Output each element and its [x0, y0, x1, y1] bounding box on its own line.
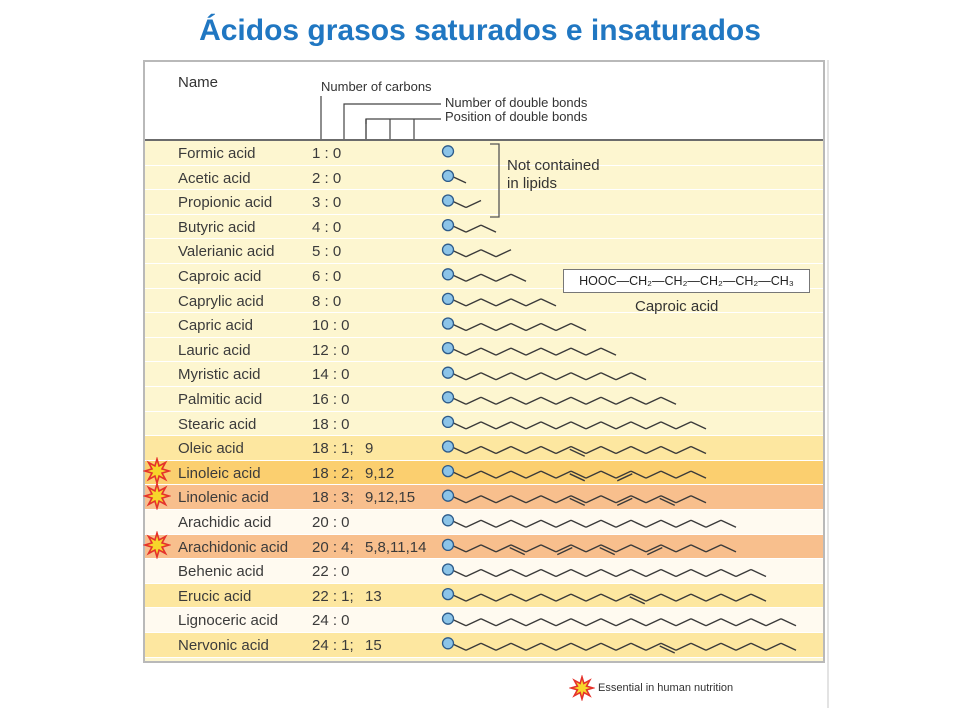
- carbon-ratio: 24 : 1;: [312, 637, 354, 654]
- name-column-label: Name: [178, 74, 219, 91]
- carbon-ratio: 20 : 4;: [312, 538, 354, 556]
- carbon-ratio: 10 : 0: [312, 317, 350, 335]
- double-bond-positions: 13: [365, 587, 382, 605]
- caproic-formula-label: Caproic acid: [635, 298, 719, 315]
- double-bond-positions: 9,12: [365, 464, 395, 482]
- acid-name: Arachidic acid: [178, 514, 272, 531]
- double-bond-positions: 9: [365, 440, 374, 458]
- carbon-ratio: 3 : 0: [312, 194, 342, 212]
- acid-name: Palmitic acid: [178, 391, 263, 408]
- fatty-acid-table: [143, 60, 825, 663]
- acid-name: Arachidonic acid: [178, 538, 289, 556]
- acid-name: Valerianic acid: [178, 243, 275, 261]
- legend-essential-label: Essential in human nutrition: [598, 682, 734, 694]
- double-bond-positions: 9,12,15: [365, 489, 416, 507]
- carbon-ratio: 4 : 0: [312, 218, 342, 236]
- carbon-ratio: 22 : 0: [312, 563, 350, 581]
- not-contained-line2: in lipids: [507, 175, 558, 192]
- carbon-ratio: 18 : 3;: [312, 489, 354, 507]
- acid-name: Caprylic acid: [178, 292, 264, 310]
- caproic-formula-box: HOOC—CH₂—CH₂—CH₂—CH₂—CH₃: [563, 269, 810, 293]
- acid-name: Lignoceric acid: [178, 612, 279, 630]
- acid-name: Caproic acid: [178, 268, 262, 285]
- acid-name: Erucic acid: [178, 587, 252, 605]
- double-bond-positions: 5,8,11,14: [365, 538, 427, 556]
- acid-name: Linolenic acid: [178, 489, 269, 507]
- carbon-ratio: 1 : 0: [312, 145, 342, 162]
- carbons-label: Number of carbons: [321, 79, 432, 94]
- carbon-ratio: 14 : 0: [312, 366, 350, 384]
- carbon-ratio: 24 : 0: [312, 612, 350, 630]
- carbon-ratio: 20 : 0: [312, 514, 350, 531]
- carbon-ratio: 6 : 0: [312, 268, 342, 285]
- essential-star-icon: [569, 675, 595, 701]
- acid-name: Lauric acid: [178, 341, 251, 359]
- essential-star-icon: [143, 482, 171, 510]
- carbon-ratio: 12 : 0: [312, 341, 350, 359]
- carbon-ratio: 18 : 1;: [312, 440, 354, 458]
- acid-name: Oleic acid: [178, 440, 244, 458]
- position-label: Position of double bonds: [445, 109, 588, 124]
- carbon-ratio: 5 : 0: [312, 243, 342, 261]
- acid-name: Propionic acid: [178, 194, 273, 212]
- not-contained-line1: Not contained: [507, 157, 600, 174]
- acid-name: Behenic acid: [178, 563, 264, 581]
- acid-name: Stearic acid: [178, 415, 257, 433]
- double-bond-positions: 15: [365, 637, 382, 654]
- carbon-ratio: 22 : 1;: [312, 587, 354, 605]
- acid-name: Formic acid: [178, 145, 256, 162]
- carbon-ratio: 18 : 0: [312, 415, 350, 433]
- acid-name: Myristic acid: [178, 366, 261, 384]
- double-bonds-label: Number of double bonds: [445, 95, 588, 110]
- carbon-ratio: 18 : 2;: [312, 464, 354, 482]
- carbon-ratio: 8 : 0: [312, 292, 342, 310]
- acid-name: Nervonic acid: [178, 637, 269, 654]
- acid-name: Capric acid: [178, 317, 254, 335]
- acid-name: Acetic acid: [178, 169, 251, 187]
- page-title: Ácidos grasos saturados e insaturados: [199, 14, 761, 47]
- acid-name: Butyric acid: [178, 218, 256, 236]
- carbon-ratio: 2 : 0: [312, 169, 342, 187]
- essential-star-icon: [143, 531, 171, 559]
- right-border-line: [827, 60, 829, 708]
- not-contained-bracket: [145, 62, 823, 662]
- acid-name: Linoleic acid: [178, 464, 261, 482]
- not-contained-note: [507, 157, 600, 193]
- carbon-ratio: 16 : 0: [312, 391, 350, 408]
